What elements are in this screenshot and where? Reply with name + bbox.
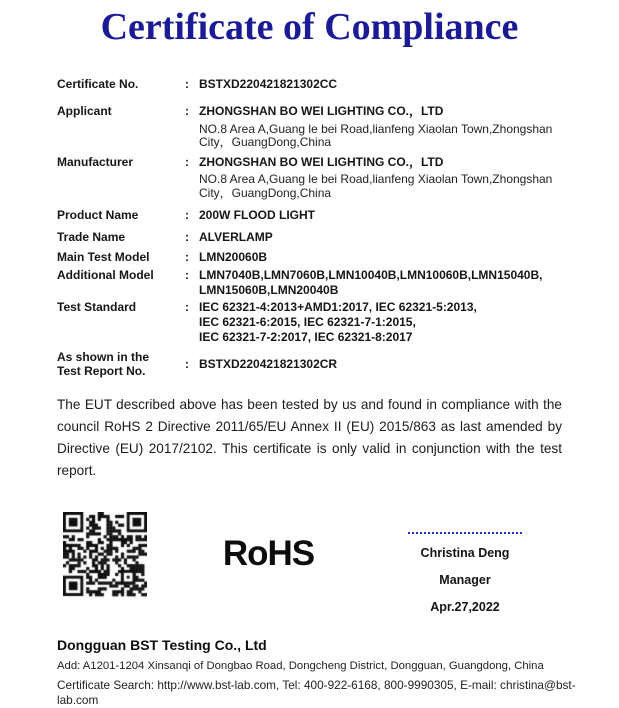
applicant-company-name: ZHONGSHAN BO WEI LIGHTING CO.，LTD <box>199 104 444 118</box>
field-row-main-test-model <box>57 250 562 265</box>
signature-block <box>390 532 540 621</box>
signature-date: Apr.27,2022 <box>430 600 500 614</box>
field-colon: : <box>185 300 189 314</box>
field-row-test-standard <box>57 300 562 345</box>
field-label-manufacturer: Manufacturer <box>57 154 134 169</box>
field-colon: : <box>185 250 189 264</box>
field-colon: : <box>185 356 189 371</box>
field-row-additional-model <box>57 268 562 298</box>
qr-code-image <box>63 512 147 598</box>
field-row-manufacturer <box>57 155 562 201</box>
certificate-title: Certificate of Compliance <box>100 6 519 48</box>
manufacturer-company-name: ZHONGSHAN BO WEI LIGHTING CO.，LTD <box>199 154 444 169</box>
field-colon: : <box>185 208 189 222</box>
test-standard-line2: IEC 62321-6:2015, IEC 62321-7-1:2015, <box>199 315 416 329</box>
field-value-main-test-model: LMN20060B <box>199 250 268 264</box>
field-colon: : <box>185 104 189 118</box>
signatory-title: Manager <box>439 573 491 587</box>
field-label-additional-model: Additional Model <box>57 268 154 282</box>
test-standard-line1: IEC 62321-4:2013+AMD1:2017, IEC 62321-5:2013, <box>199 300 477 314</box>
additional-model-line2: LMN15060B,LMN20040B <box>199 283 339 297</box>
field-label-test-report-no: As shown in the Test Report No. <box>57 350 150 378</box>
field-colon: : <box>185 154 189 169</box>
field-label-applicant: Applicant <box>57 104 112 118</box>
field-colon: : <box>185 268 189 282</box>
footer-contact: Certificate Search: http://www.bst-lab.com, Tel: 400-922-6168, 800-9990305, E-mail: christina@bst-lab.com <box>57 678 576 707</box>
field-value-manufacturer <box>199 155 562 201</box>
field-label-certificate-no: Certificate No. <box>57 77 139 91</box>
signatory-name: Christina Deng <box>420 546 510 560</box>
field-colon: : <box>185 230 189 244</box>
field-label-test-standard: Test Standard <box>57 300 137 314</box>
applicant-address-line1: NO.8 Area A,Guang le bei Road,lianfeng Xiaolan Town,Zhongshan <box>199 121 553 136</box>
field-label-product-name: Product Name <box>57 208 139 222</box>
signature-dotted-line <box>408 532 522 534</box>
field-value-test-standard <box>199 300 562 345</box>
field-row-trade-name <box>57 230 562 245</box>
field-row-product-name <box>57 208 562 223</box>
certificate-fields <box>57 77 562 378</box>
footer-address: Add: A1201-1204 Xinsanqi of Dongbao Road, Dongcheng District, Dongguan, Guangdong, China <box>57 660 544 672</box>
field-value-additional-model <box>199 268 562 298</box>
field-value-product-name: 200W FLOOD LIGHT <box>199 208 316 222</box>
field-value-trade-name: ALVERLAMP <box>199 230 273 244</box>
applicant-address-line2: City，GuangDong,China <box>199 135 332 149</box>
footer-company-name: Dongguan BST Testing Co., Ltd <box>57 637 267 653</box>
stamp-signature-row <box>57 512 562 621</box>
field-row-applicant <box>57 104 562 150</box>
rohs-logo-wrap <box>147 512 390 574</box>
field-value-applicant <box>199 104 562 150</box>
test-standard-line3: IEC 62321-7-2:2017, IEC 62321-8:2017 <box>199 330 413 344</box>
field-value-certificate-no: BSTXD220421821302CC <box>199 77 338 91</box>
manufacturer-address-line2: City，GuangDong,China <box>199 185 332 200</box>
issuer-footer <box>57 637 599 708</box>
field-colon: : <box>185 77 189 91</box>
field-value-test-report-no: BSTXD220421821302CR <box>199 356 338 371</box>
field-label-trade-name: Trade Name <box>57 230 126 244</box>
compliance-statement: The EUT described above has been tested by us and found in compliance with the council RoHS 2 Directive 2011/65/EU Annex II (EU) 2015/863 as last amended by Directive (EU) 2017/2102. This certificate is only valid in conjunction with the test report. <box>57 397 562 478</box>
field-row-test-report-no <box>57 350 562 378</box>
field-row-certificate-no <box>57 77 562 92</box>
certificate-page <box>0 5 619 707</box>
manufacturer-address-line1: NO.8 Area A,Guang le bei Road,lianfeng Xiaolan Town,Zhongshan <box>199 172 553 186</box>
rohs-logo: RoHS <box>222 534 315 573</box>
additional-model-line1: LMN7040B,LMN7060B,LMN10040B,LMN10060B,LMN15040B, <box>199 268 543 282</box>
field-label-main-test-model: Main Test Model <box>57 250 150 264</box>
